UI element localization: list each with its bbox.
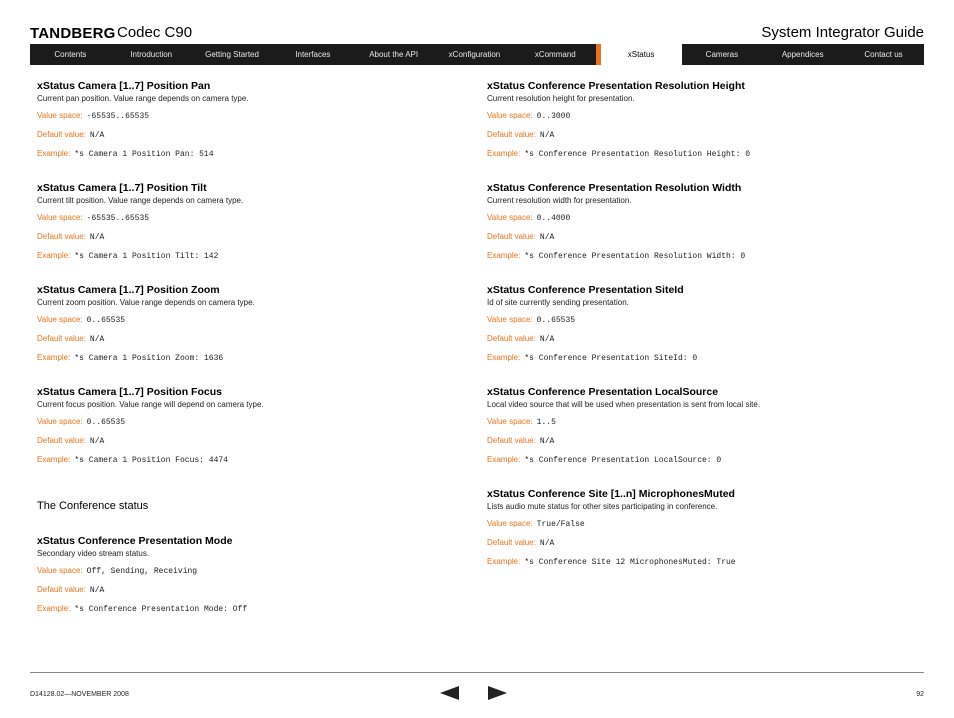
brand-logo: TANDBERG: [30, 25, 116, 42]
value-space-row: [487, 417, 907, 428]
entry-description: Current resolution height for presentation.: [487, 94, 635, 103]
value-space-label: Value space:: [37, 315, 83, 324]
value-space-label: Value space:: [487, 417, 533, 426]
default-value: N/A: [89, 437, 105, 446]
tab-xconfiguration[interactable]: xConfiguration: [448, 50, 501, 59]
default-value: N/A: [539, 335, 555, 344]
value-space-label: Value space:: [37, 213, 83, 222]
entry-title: xStatus Camera [1..7] Position Zoom: [37, 284, 220, 296]
example-value: *s Camera 1 Position Pan: 514: [74, 150, 214, 159]
value-space-label: Value space:: [487, 519, 533, 528]
example-value: *s Camera 1 Position Tilt: 142: [74, 252, 219, 261]
value-space-row: [487, 213, 907, 224]
default-value: N/A: [89, 233, 105, 242]
example-label: Example:: [37, 149, 71, 158]
value-space: True/False: [536, 520, 585, 529]
value-space-label: Value space:: [487, 315, 533, 324]
value-space-row: [487, 315, 907, 326]
value-space-label: Value space:: [487, 111, 533, 120]
default-value: N/A: [89, 335, 105, 344]
default-value-row: [487, 436, 907, 447]
value-space-label: Value space:: [487, 213, 533, 222]
example-value: *s Camera 1 Position Zoom: 1636: [74, 354, 224, 363]
entry-title: xStatus Conference Presentation Resolution Height: [487, 80, 745, 92]
default-value: N/A: [89, 586, 105, 595]
entry-title: xStatus Camera [1..7] Position Focus: [37, 386, 222, 398]
example-label: Example:: [37, 353, 71, 362]
entry-description: Local video source that will be used when presentation is sent from local site.: [487, 400, 761, 409]
example-value: *s Camera 1 Position Focus: 4474: [74, 456, 228, 465]
value-space: 0..65535: [86, 316, 126, 325]
value-space-row: [37, 315, 457, 326]
example-value: *s Conference Presentation Resolution Height: 0: [524, 150, 750, 159]
example-row: [37, 455, 457, 466]
example-value: *s Conference Presentation Mode: Off: [74, 605, 248, 614]
entry-title: xStatus Conference Presentation LocalSource: [487, 386, 719, 398]
status-entry: [487, 80, 907, 160]
arrow-right-icon[interactable]: [488, 686, 507, 700]
default-value-row: [37, 232, 457, 243]
value-space: Off, Sending, Receiving: [86, 567, 198, 576]
tab-contact-us[interactable]: Contact us: [864, 50, 903, 59]
default-value-label: Default value:: [487, 538, 536, 547]
example-label: Example:: [487, 557, 521, 566]
left-column: [37, 80, 457, 637]
example-row: [487, 251, 907, 262]
tab-introduction[interactable]: Introduction: [130, 50, 173, 59]
example-label: Example:: [37, 455, 71, 464]
example-value: *s Conference Presentation Resolution Width: 0: [524, 252, 746, 261]
value-space-row: [37, 213, 457, 224]
entry-description: Current focus position. Value range will depend on camera type.: [37, 400, 264, 409]
default-value-label: Default value:: [487, 436, 536, 445]
example-value: *s Conference Presentation SiteId: 0: [524, 354, 698, 363]
default-value-row: [37, 130, 457, 141]
entry-title: xStatus Conference Site [1..n] MicrophonesMuted: [487, 488, 735, 500]
default-value-row: [37, 334, 457, 345]
entry-description: Current zoom position. Value range depends on camera type.: [37, 298, 255, 307]
value-space: 1..5: [536, 418, 556, 427]
example-row: [487, 353, 907, 364]
status-entry: [37, 80, 457, 160]
value-space-row: [37, 417, 457, 428]
entry-title: xStatus Camera [1..7] Position Pan: [37, 80, 211, 92]
value-space: 0..65535: [86, 418, 126, 427]
page-header: [30, 24, 924, 44]
page-number: 92: [916, 691, 924, 698]
entry-title: xStatus Conference Presentation Resolution Width: [487, 182, 742, 194]
value-space-row: [487, 111, 907, 122]
default-value-row: [487, 538, 907, 549]
example-value: *s Conference Site 12 MicrophonesMuted: True: [524, 558, 736, 567]
top-nav: [30, 44, 924, 65]
default-value: N/A: [539, 233, 555, 242]
status-entry: [37, 284, 457, 364]
entry-title: xStatus Conference Presentation SiteId: [487, 284, 684, 296]
example-row: [487, 455, 907, 466]
tab-interfaces[interactable]: Interfaces: [295, 50, 331, 59]
value-space-row: [37, 111, 457, 122]
default-value-label: Default value:: [37, 334, 86, 343]
status-entry: [37, 535, 457, 615]
default-value-label: Default value:: [487, 130, 536, 139]
value-space-row: [37, 566, 457, 577]
example-row: [37, 353, 457, 364]
entry-title: xStatus Conference Presentation Mode: [37, 535, 233, 547]
value-space-row: [487, 519, 907, 530]
status-entry: [487, 284, 907, 364]
arrow-left-icon[interactable]: [440, 686, 459, 700]
default-value-row: [487, 232, 907, 243]
default-value-label: Default value:: [37, 585, 86, 594]
entry-description: Lists audio mute status for other sites participating in conference.: [487, 502, 718, 511]
default-value: N/A: [539, 437, 555, 446]
value-space: 0..4000: [536, 214, 571, 223]
value-space: 0..65535: [536, 316, 576, 325]
tab-appendices[interactable]: Appendices: [781, 50, 824, 59]
example-label: Example:: [487, 251, 521, 260]
status-entry: [487, 182, 907, 262]
example-label: Example:: [37, 604, 71, 613]
value-space-label: Value space:: [37, 111, 83, 120]
tab-cameras[interactable]: Cameras: [705, 50, 739, 59]
right-column: [487, 80, 907, 590]
example-row: [37, 604, 457, 615]
example-label: Example:: [487, 353, 521, 362]
entry-description: Secondary video stream status.: [37, 549, 150, 558]
tab-contents[interactable]: Contents: [54, 50, 87, 59]
entry-description: Current tilt position. Value range depends on camera type.: [37, 196, 244, 205]
entry-description: Current resolution width for presentation.: [487, 196, 632, 205]
tab-xstatus[interactable]: xStatus: [596, 44, 682, 65]
section-heading: The Conference status: [37, 500, 149, 512]
footer-divider: [30, 672, 924, 673]
guide-title: System Integrator Guide: [761, 24, 924, 41]
example-row: [37, 251, 457, 262]
entry-title: xStatus Camera [1..7] Position Tilt: [37, 182, 207, 194]
value-space-label: Value space:: [37, 417, 83, 426]
default-value: N/A: [539, 131, 555, 140]
example-row: [37, 149, 457, 160]
entry-description: Id of site currently sending presentation.: [487, 298, 629, 307]
default-value: N/A: [89, 131, 105, 140]
default-value-label: Default value:: [37, 436, 86, 445]
tab-about-the-api[interactable]: About the API: [369, 50, 419, 59]
status-entry: [37, 386, 457, 466]
default-value-row: [37, 436, 457, 447]
default-value-label: Default value:: [37, 130, 86, 139]
example-row: [487, 149, 907, 160]
status-entry: [487, 488, 907, 568]
default-value-row: [487, 334, 907, 345]
status-entry: [37, 182, 457, 262]
example-value: *s Conference Presentation LocalSource: 0: [524, 456, 722, 465]
example-label: Example:: [487, 455, 521, 464]
default-value-label: Default value:: [37, 232, 86, 241]
default-value-label: Default value:: [487, 232, 536, 241]
default-value-label: Default value:: [487, 334, 536, 343]
tab-xcommand[interactable]: xCommand: [534, 50, 576, 59]
default-value: N/A: [539, 539, 555, 548]
document-id: D14128.02—NOVEMBER 2008: [30, 691, 129, 698]
entry-description: Current pan position. Value range depends on camera type.: [37, 94, 249, 103]
tab-getting-started[interactable]: Getting Started: [205, 50, 259, 59]
product-name: Codec C90: [117, 24, 193, 41]
value-space: -65535..65535: [86, 214, 150, 223]
value-space-label: Value space:: [37, 566, 83, 575]
value-space: -65535..65535: [86, 112, 150, 121]
example-label: Example:: [487, 149, 521, 158]
example-label: Example:: [37, 251, 71, 260]
default-value-row: [487, 130, 907, 141]
default-value-row: [37, 585, 457, 596]
example-row: [487, 557, 907, 568]
status-entry: [487, 386, 907, 466]
value-space: 0..3000: [536, 112, 571, 121]
